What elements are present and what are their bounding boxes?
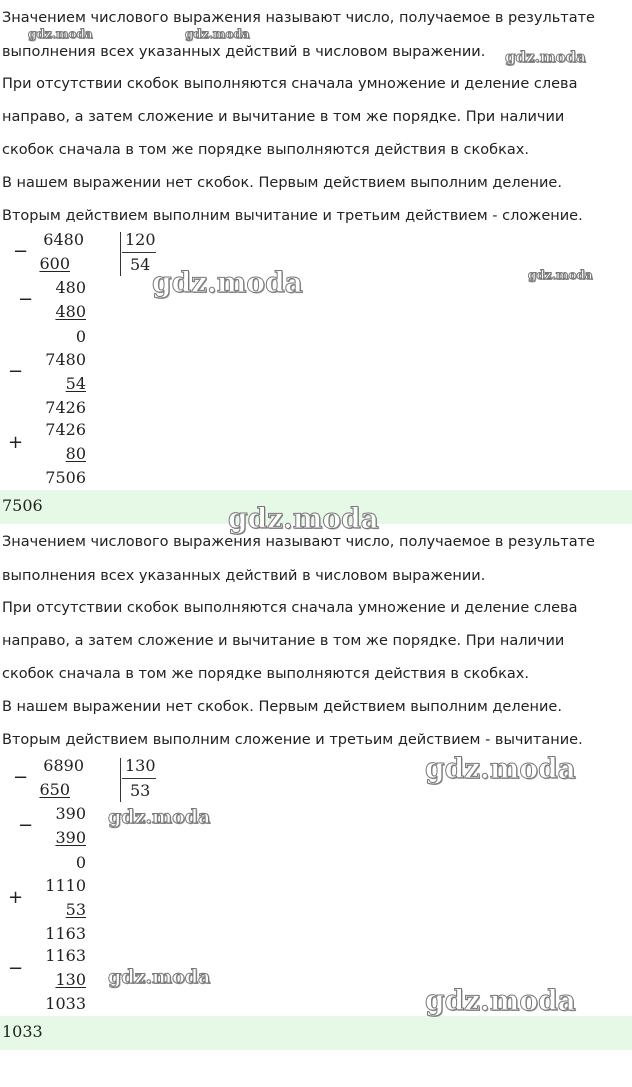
operand-b: 54: [65, 374, 86, 393]
quotient: 54: [130, 255, 151, 274]
operand-b: 80: [65, 444, 86, 463]
subtrahend: 650: [39, 780, 70, 799]
solution-block-1: [0, 0, 632, 535]
paragraph-line: При отсутствии скобок выполняются сначала умножение и деление слева: [2, 600, 578, 616]
result: 7426: [45, 398, 86, 417]
divisor: 130: [125, 756, 156, 775]
operand-a: 7426: [45, 420, 86, 439]
quotient: 53: [130, 781, 151, 800]
plus-sign: +: [8, 432, 24, 453]
operand-a: 7480: [45, 350, 86, 369]
paragraph-line: скобок сначала в том же порядке выполняются действия в скобках.: [2, 142, 529, 158]
watermark: gdz.moda: [528, 268, 593, 282]
quotient-line: [122, 778, 156, 779]
paragraph-line: выполнения всех указанных действий в числовом выражении.: [2, 44, 486, 60]
remainder: 0: [75, 853, 86, 872]
watermark: gdz.moda: [185, 27, 250, 41]
paragraph-line: При отсутствии скобок выполняются сначала умножение и деление слева: [2, 76, 578, 92]
paragraph-line: В нашем выражении нет скобок. Первым действием выполним деление.: [2, 175, 562, 191]
minus-sign: −: [8, 958, 24, 979]
minus-sign: −: [8, 361, 24, 382]
minus-sign: −: [18, 815, 34, 836]
watermark: gdz.moda: [425, 752, 576, 785]
result: 7506: [45, 468, 86, 487]
plus-sign: +: [8, 887, 24, 908]
answer-value: 7506: [2, 496, 43, 515]
remainder: 480: [55, 278, 86, 297]
paragraph-line: Вторым действием выполним вычитание и третьим действием - сложение.: [2, 208, 583, 224]
paragraph-line: направо, а затем сложение и вычитание в том же порядке. При наличии: [2, 109, 565, 125]
division-bar: [120, 758, 121, 802]
watermark: gdz.moda: [228, 502, 379, 535]
minus-sign: −: [13, 241, 29, 262]
remainder: 0: [75, 327, 86, 346]
operand-b: 53: [65, 900, 86, 919]
watermark: gdz.moda: [108, 806, 211, 828]
dividend: 6890: [43, 756, 84, 775]
paragraph-line: скобок сначала в том же порядке выполняются действия в скобках.: [2, 666, 529, 682]
minus-sign: −: [13, 767, 29, 788]
answer-bar: [0, 1016, 632, 1050]
solution-block-2: [0, 530, 632, 1087]
operand-a: 1110: [45, 876, 86, 895]
watermark: gdz.moda: [28, 27, 93, 41]
divisor: 120: [125, 230, 156, 249]
division-bar: [120, 232, 121, 276]
answer-value: 1033: [2, 1022, 43, 1041]
operand-a: 1163: [45, 946, 86, 965]
watermark: gdz.moda: [108, 966, 211, 988]
subtrahend: 390: [55, 828, 86, 847]
subtrahend: 480: [55, 302, 86, 321]
paragraph-line: Вторым действием выполним сложение и третьим действием - вычитание.: [2, 732, 583, 748]
watermark: gdz.moda: [425, 984, 576, 1017]
remainder: 390: [55, 804, 86, 823]
result: 1033: [45, 994, 86, 1013]
paragraph-line: направо, а затем сложение и вычитание в том же порядке. При наличии: [2, 633, 565, 649]
paragraph-line: выполнения всех указанных действий в числовом выражении.: [2, 568, 486, 584]
minus-sign: −: [18, 289, 34, 310]
watermark: gdz.moda: [505, 48, 586, 66]
paragraph-line: В нашем выражении нет скобок. Первым действием выполним деление.: [2, 699, 562, 715]
dividend: 6480: [43, 230, 84, 249]
result: 1163: [45, 924, 86, 943]
operand-b: 130: [55, 970, 86, 989]
paragraph-line: Значением числового выражения называют число, получаемое в результате: [2, 534, 595, 550]
subtrahend: 600: [39, 254, 70, 273]
quotient-line: [122, 252, 156, 253]
paragraph-line: Значением числового выражения называют число, получаемое в результате: [2, 10, 595, 26]
watermark: gdz.moda: [152, 266, 303, 299]
